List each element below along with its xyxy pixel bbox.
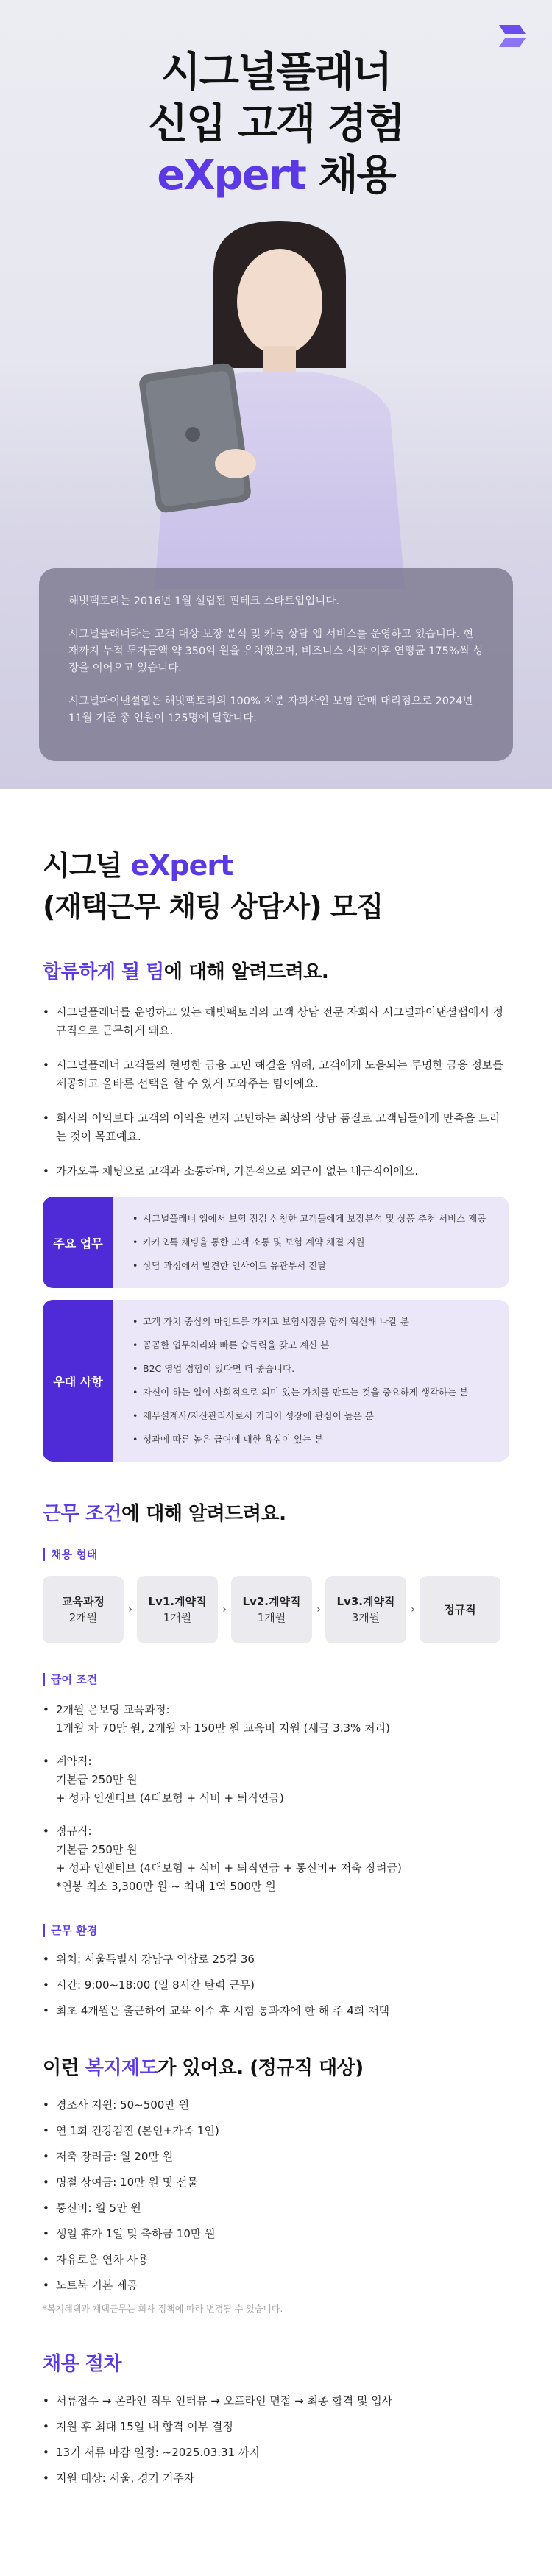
list-item: • 꼼꼼한 업무처리와 빠른 습득력을 갖고 계신 분 xyxy=(132,1338,468,1353)
list-item: • 서류접수 → 온라인 직무 인터뷰 → 오프라인 면접 → 최종 합격 및 입사 xyxy=(43,2392,509,2410)
hero-title-line1: 시그널플래너 xyxy=(160,49,392,96)
welfare-heading-pre: 이런 xyxy=(43,2057,85,2079)
list-item: • 경조사 지원: 50~500만 원 xyxy=(43,2096,509,2115)
preferences-label: 우대 사항 xyxy=(43,1300,113,1462)
list-item: • 통신비: 월 5만 원 xyxy=(43,2199,509,2218)
list-item: • 위치: 서울특별시 강남구 역삼로 25길 36 xyxy=(43,1950,509,1969)
salary-line: 기본급 250만 원 xyxy=(56,1773,138,1786)
recruit-title-accent: eXpert xyxy=(130,849,233,882)
team-heading-rest: 에 대해 알려드려요. xyxy=(163,961,329,983)
hero-title xyxy=(0,47,552,202)
salary-list xyxy=(43,1701,509,1896)
list-item: • 카카오톡 채팅을 통한 고객 소통 및 보험 계약 체결 지원 xyxy=(132,1235,486,1250)
list-item: • 지원 대상: 서울, 경기 거주자 xyxy=(43,2469,509,2488)
environment-list xyxy=(43,1950,509,2020)
step-title: Lv3.계약직 xyxy=(336,1595,395,1608)
list-item: • 재무설계사/자산관리사로서 커리어 성장에 관심이 높은 분 xyxy=(132,1409,468,1423)
list-item: • 연 1회 건강검진 (본인+가족 1인) xyxy=(43,2122,509,2140)
hero-title-line2: 신입 고객 경험 xyxy=(148,100,404,148)
salary-item xyxy=(43,1701,509,1738)
employment-steps xyxy=(43,1576,509,1643)
list-item: • 노트북 기본 제공 xyxy=(43,2276,509,2295)
conditions-heading-accent: 근무 조건 xyxy=(43,1503,122,1525)
team-heading-accent: 합류하게 될 팀 xyxy=(43,961,164,983)
step-duration: 2개월 xyxy=(68,1611,98,1624)
salary-line: 기본급 250만 원 xyxy=(56,1843,138,1856)
list-item: • 회사의 이익보다 고객의 이익을 먼저 고민하는 최상의 상담 품질로 고객님들에게 만족을 드리는 것이 목표예요. xyxy=(43,1109,509,1146)
step-box xyxy=(325,1576,406,1643)
hero-title-rest: 채용 xyxy=(305,152,395,199)
list-item: • 시그널플래너 앱에서 보험 점검 신청한 고객들에게 보장분석 및 상품 추천 서비스 제공 xyxy=(132,1211,486,1226)
duties-body xyxy=(113,1197,505,1288)
step-title: 정규직 xyxy=(444,1603,476,1616)
list-item: • 시그널플래너 고객들의 현명한 금융 고민 해결을 위해, 고객에게 도움되는 투명한 금융 정보를 제공하고 올바른 선택을 할 수 있게 도와주는 팀이에요. xyxy=(43,1056,509,1093)
step-duration: 3개월 xyxy=(351,1611,381,1624)
list-item: • 지원 후 최대 15일 내 합격 여부 결정 xyxy=(43,2418,509,2436)
presenter-illustration xyxy=(125,221,434,589)
salary-line: • 2개월 온보딩 교육과정: xyxy=(56,1703,170,1716)
preferences-body xyxy=(113,1300,487,1462)
step-box xyxy=(137,1576,218,1643)
step-box xyxy=(420,1576,500,1643)
chevron-right-icon: › xyxy=(222,1604,227,1616)
chevron-right-icon: › xyxy=(128,1604,132,1616)
list-item: • B2C 영업 경험이 있다면 더 좋습니다. xyxy=(132,1362,468,1376)
conditions-heading xyxy=(43,1498,509,1526)
list-item: • 카카오톡 채팅으로 고객과 소통하며, 기본적으로 외근이 없는 내근직이에요. xyxy=(43,1162,509,1181)
conditions-heading-rest: 에 대해 알려드려요. xyxy=(121,1503,286,1525)
list-item: • 최초 4개월은 출근하여 교육 이수 후 시험 통과자에 한 해 주 4회 재택 xyxy=(43,2002,509,2020)
step-title: Lv2.계약직 xyxy=(242,1595,301,1608)
salary-line: + 성과 인센티브 (4대보험 + 식비 + 퇴직연금 + 통신비+ 저축 장려금) xyxy=(56,1861,402,1875)
hero-section xyxy=(0,0,552,789)
info-paragraph: 시그널파이낸셜랩은 해빗팩토리의 100% 지분 자회사인 보험 판매 대리점으로 2024년 11월 기준 총 인원이 125명에 달합니다. xyxy=(68,696,473,724)
salary-label: 급여 조건 xyxy=(43,1673,97,1686)
duties-label: 주요 업무 xyxy=(43,1197,113,1288)
step-title: Lv1.계약직 xyxy=(148,1595,207,1608)
list-item: • 상담 과정에서 발견한 인사이트 유관부서 전달 xyxy=(132,1259,486,1273)
recruit-title-line2: (재택근무 채팅 상담사) 모집 xyxy=(43,891,383,923)
step-duration: 1개월 xyxy=(257,1611,286,1624)
welfare-heading-rest: 가 있어요. (정규직 대상) xyxy=(158,2057,364,2079)
duties-card xyxy=(43,1197,509,1288)
info-paragraph: 시그널플래너라는 고객 대상 보장 분석 및 카톡 상담 앱 서비스를 운영하고 있습니다. 현재까지 누적 투자금액 약 350억 원을 유치했으며, 비즈니스 시작 이후 연평균 175%씩 성장을 이어오고 있습니다. xyxy=(68,629,484,674)
recruit-title-line1 xyxy=(43,845,509,886)
recruit-title xyxy=(43,845,509,927)
salary-line: + 성과 인센티브 (4대보험 + 식비 + 퇴직연금) xyxy=(56,1791,284,1805)
step-duration: 1개월 xyxy=(163,1611,192,1624)
step-box xyxy=(231,1576,312,1643)
preferences-card xyxy=(43,1300,509,1462)
list-item: • 성과에 따른 높은 급여에 대한 욕심이 있는 분 xyxy=(132,1432,468,1447)
salary-line: *연봉 최소 3,300만 원 ~ 최대 1억 500만 원 xyxy=(56,1880,276,1893)
salary-item xyxy=(43,1822,509,1896)
employment-type-label: 채용 형태 xyxy=(43,1548,97,1561)
step-box xyxy=(43,1576,124,1643)
team-bullets xyxy=(43,1003,509,1181)
welfare-note: *복지혜택과 재택근무는 회사 정책에 따라 변경될 수 있습니다. xyxy=(43,2304,283,2314)
list-item: • 명절 상여금: 10만 원 및 선물 xyxy=(43,2173,509,2192)
team-heading xyxy=(43,957,509,984)
chevron-right-icon: › xyxy=(316,1604,321,1616)
recruit-title-prefix: 시그널 xyxy=(43,849,131,882)
list-item: • 저축 장려금: 월 20만 원 xyxy=(43,2148,509,2166)
list-item: • 자신이 하는 일이 사회적으로 의미 있는 가치를 만드는 것을 중요하게 생각하는 분 xyxy=(132,1385,468,1400)
process-list xyxy=(43,2392,509,2488)
list-item: • 자유로운 연차 사용 xyxy=(43,2251,509,2269)
salary-line: • 정규직: xyxy=(56,1825,92,1838)
chevron-right-icon: › xyxy=(411,1604,415,1616)
hero-title-accent: eXpert xyxy=(157,152,305,199)
welfare-heading-accent: 복지제도 xyxy=(85,2057,158,2079)
step-title: 교육과정 xyxy=(62,1595,105,1608)
list-item: • 생일 휴가 1일 및 축하금 10만 원 xyxy=(43,2225,509,2243)
welfare-heading xyxy=(43,2053,509,2080)
list-item: • 시간: 9:00~18:00 (일 8시간 탄력 근무) xyxy=(43,1976,509,1995)
list-item: • 고객 가치 중심의 마인드를 가지고 보험시장을 함께 혁신해 나갈 분 xyxy=(132,1314,468,1329)
info-paragraph: 해빗팩토리는 2016년 1월 설립된 핀테크 스타트업입니다. xyxy=(68,595,339,607)
environment-label: 근무 환경 xyxy=(43,1924,97,1937)
content xyxy=(0,845,552,2488)
list-item: • 13기 서류 마감 일정: ~2025.03.31 까지 xyxy=(43,2444,509,2462)
salary-line: 1개월 차 70만 원, 2개월 차 150만 원 교육비 지원 (세금 3.3% 처리) xyxy=(56,1722,390,1735)
process-heading: 채용 절차 xyxy=(43,2353,122,2375)
hero-title-line3 xyxy=(0,150,552,202)
company-info-box xyxy=(39,568,513,761)
salary-line: • 계약직: xyxy=(56,1755,92,1768)
welfare-list xyxy=(43,2096,509,2295)
list-item: • 시그널플래너를 운영하고 있는 해빗팩토리의 고객 상담 전문 자회사 시그널파이낸셜랩에서 정규직으로 근무하게 돼요. xyxy=(43,1003,509,1040)
salary-item xyxy=(43,1752,509,1808)
